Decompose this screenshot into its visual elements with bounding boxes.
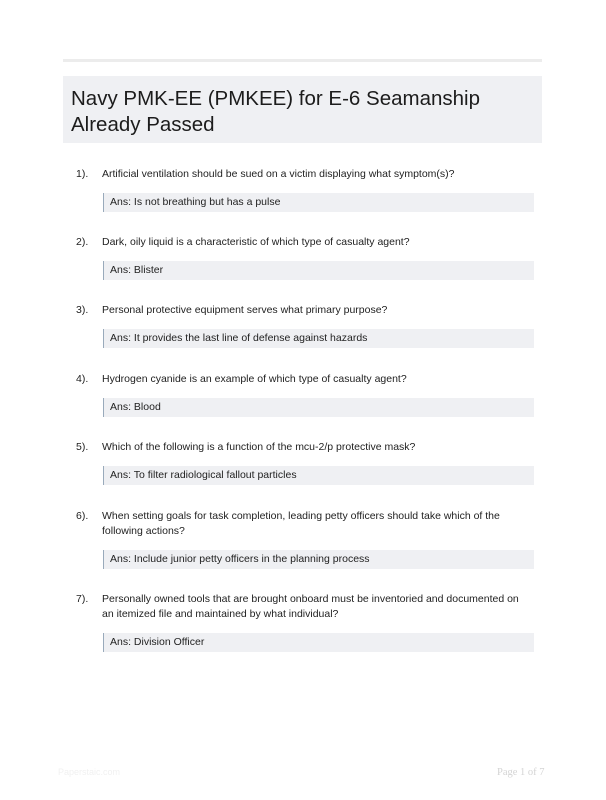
title-line-2: Already Passed xyxy=(71,113,215,136)
question-number: 2). xyxy=(76,236,89,248)
answer-box: Ans: Division Officer xyxy=(103,633,534,652)
answer-box: Ans: Blister xyxy=(103,261,534,280)
answer-box: Ans: To filter radiological fallout particles xyxy=(103,466,534,485)
question-text: Personally owned tools that are brought onboard must be inventoried and documented on an itemized file and maintained by what individual? xyxy=(102,593,519,620)
question-number: 3). xyxy=(76,304,89,316)
question-text: Dark, oily liquid is a characteristic of which type of casualty agent? xyxy=(102,236,410,248)
question-number: 4). xyxy=(76,373,89,385)
question-text: Hydrogen cyanide is an example of which type of casualty agent? xyxy=(102,373,407,385)
question-text: When setting goals for task completion, leading petty officers should take which of the following actions? xyxy=(102,510,500,537)
question-number: 7). xyxy=(76,593,89,605)
answer-box: Ans: Blood xyxy=(103,398,534,417)
answer-box: Ans: Include junior petty officers in the planning process xyxy=(103,550,534,569)
footer-site-watermark: Paperstaic.com xyxy=(58,767,121,777)
question-text: Personal protective equipment serves what primary purpose? xyxy=(102,304,388,316)
question-text: Which of the following is a function of the mcu-2/p protective mask? xyxy=(102,441,416,453)
question-number: 1). xyxy=(76,168,89,180)
title-line-1: Navy PMK-EE (PMKEE) for E-6 Seamanship xyxy=(71,87,480,110)
question-text: Artificial ventilation should be sued on a victim displaying what symptom(s)? xyxy=(102,168,455,180)
page-number: Page 1 of 7 xyxy=(497,767,545,778)
question-number: 5). xyxy=(76,441,89,453)
answer-box: Ans: It provides the last line of defense against hazards xyxy=(103,329,534,348)
question-number: 6). xyxy=(76,510,89,522)
answer-box: Ans: Is not breathing but has a pulse xyxy=(103,193,534,212)
document-title xyxy=(71,86,542,138)
top-divider xyxy=(63,59,542,62)
title-banner xyxy=(63,76,542,143)
